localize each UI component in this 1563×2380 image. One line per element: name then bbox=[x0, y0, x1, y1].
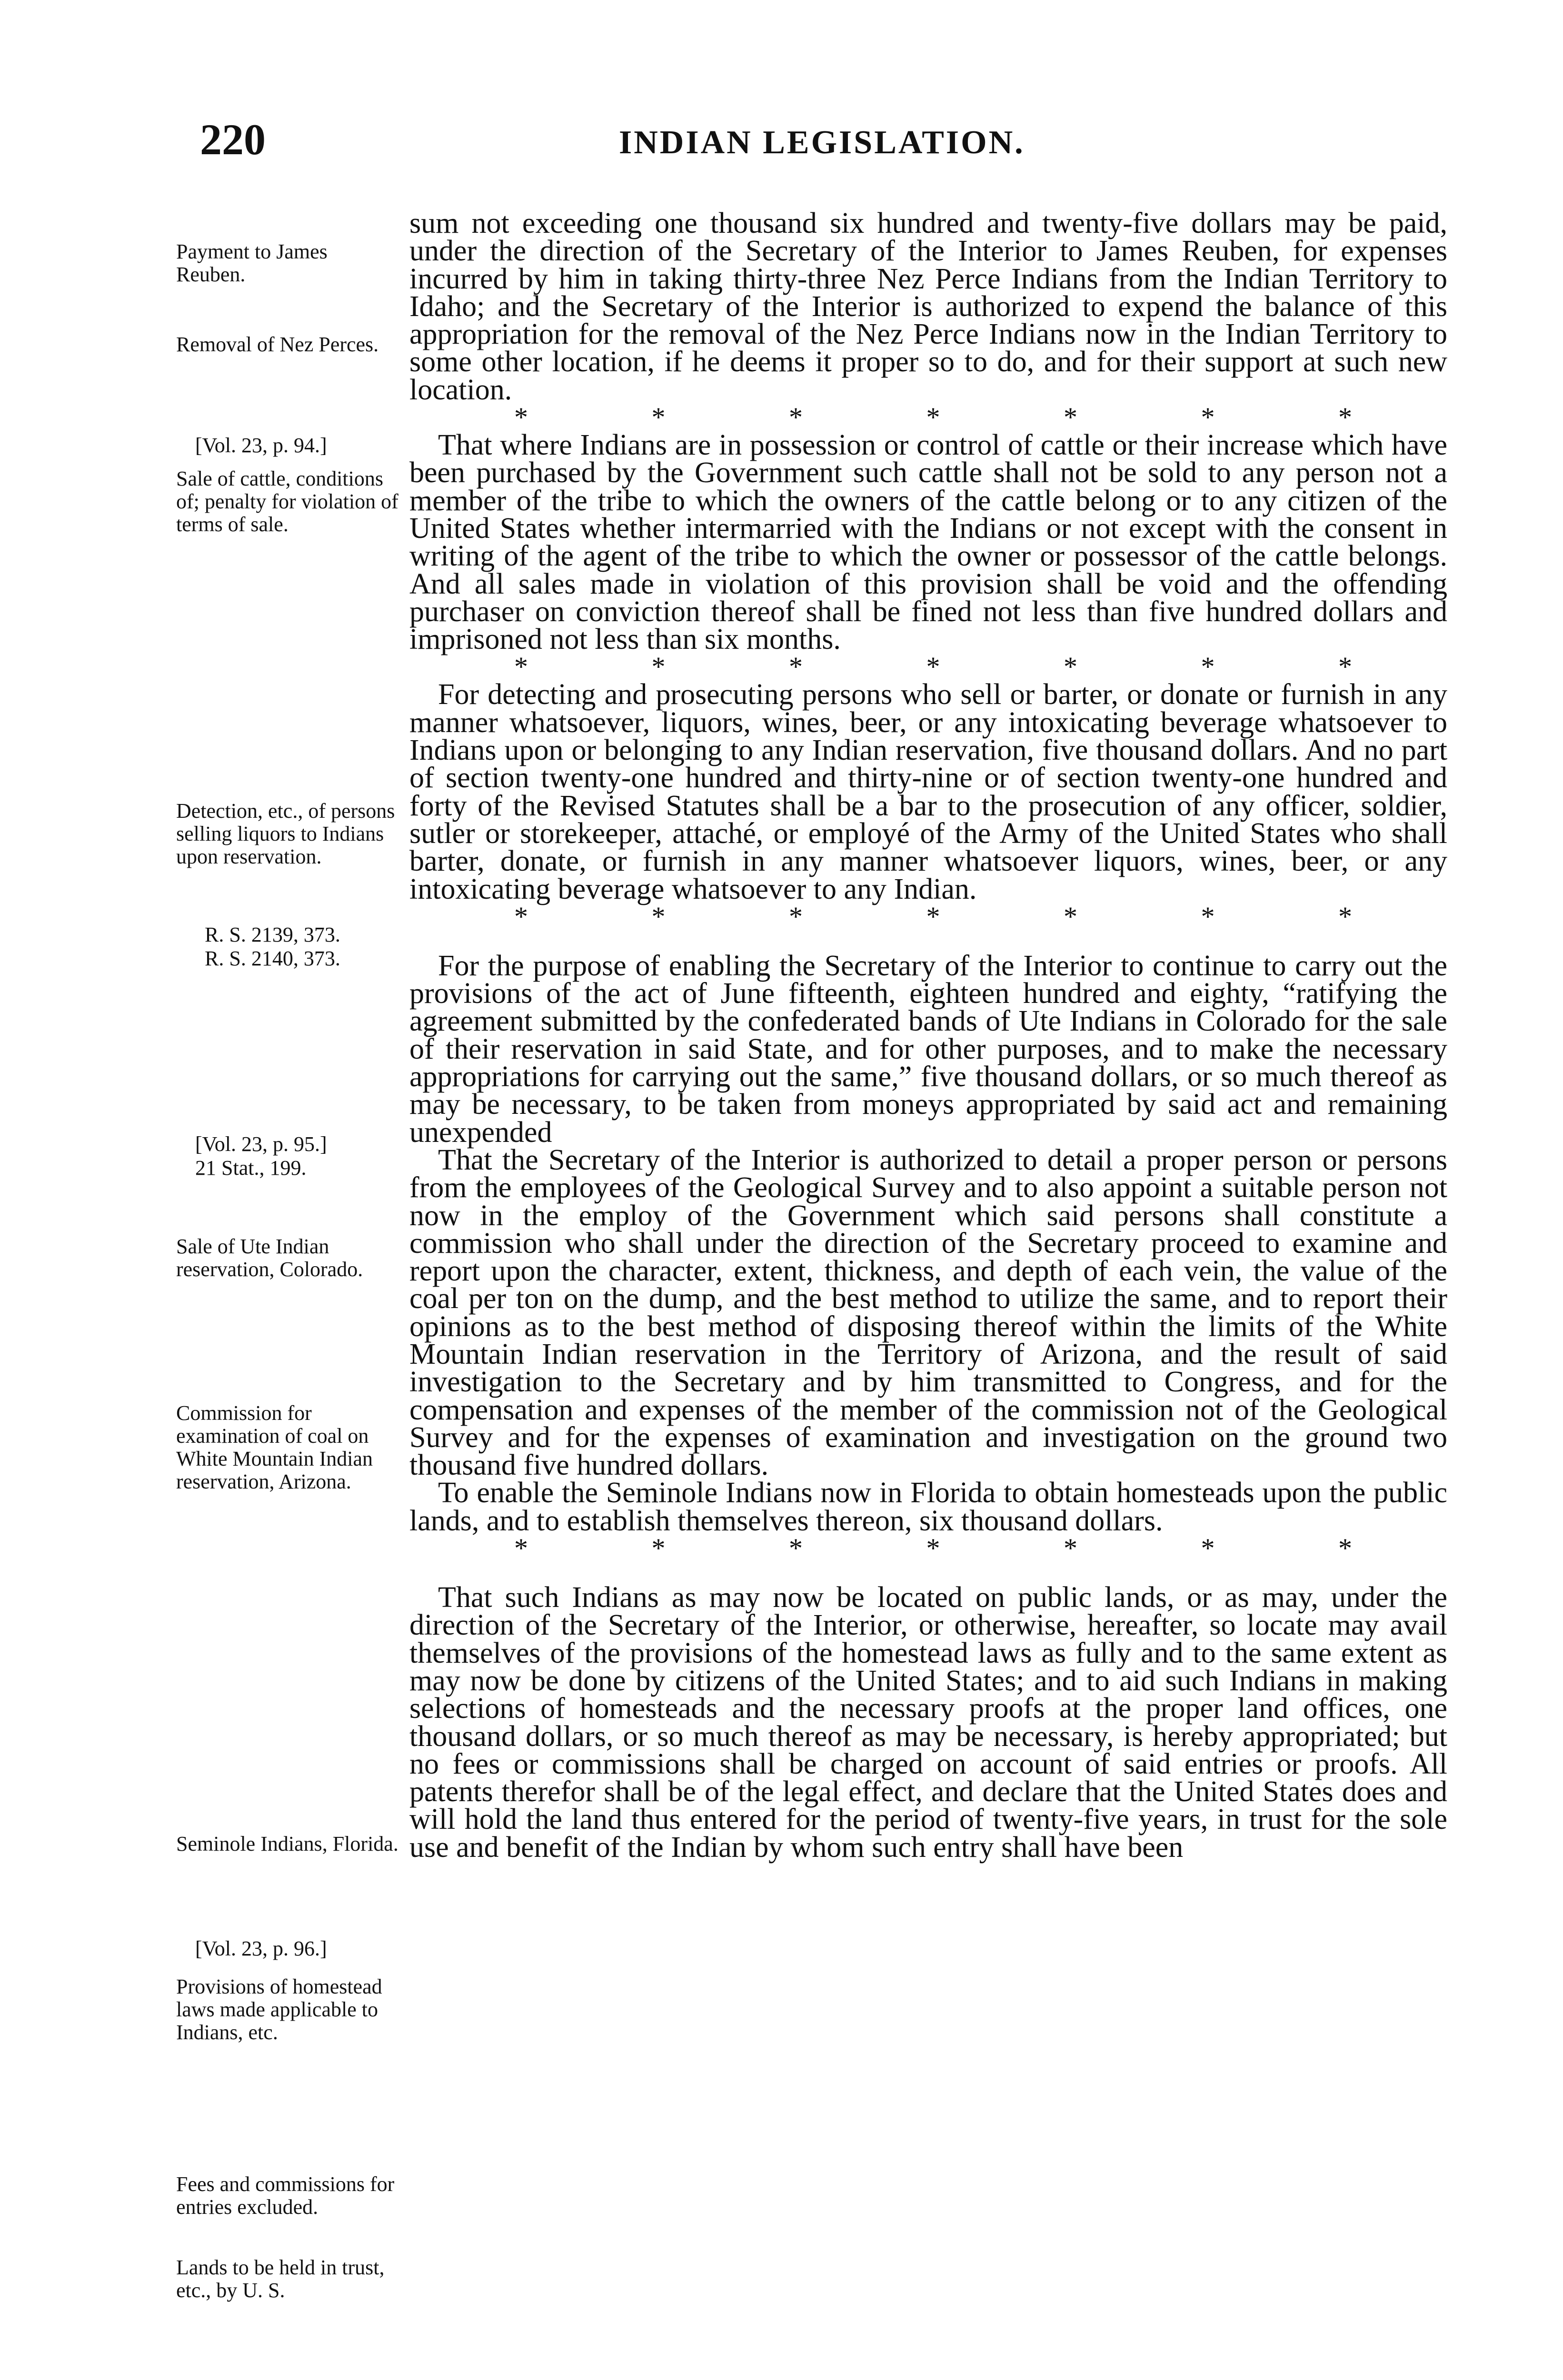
margin-note: Payment to James Reuben. bbox=[176, 240, 328, 286]
margin-note: [Vol. 23, p. 96.] bbox=[195, 1937, 327, 1960]
asterisk: * bbox=[1338, 402, 1352, 433]
margin-note: Commission for examination of coal on White Mountain Indian reservation, Arizona. bbox=[176, 1401, 373, 1493]
asterisk-row bbox=[409, 653, 1447, 681]
margin-note: Lands to be held in trust, etc., by U. S. bbox=[176, 2256, 385, 2302]
paragraph: For the purpose of enabling the Secretary of the Interior to continue to carry out the provisions of the act of June fifteenth, eighteen hundred and eighty, “ratifying the agreement submitted by the confederated bands of Ute Indians in Colorado for the sale of their reservation in said State, and for other purposes, and to make the necessary appropriations for carrying out the same,” five thousand dollars, or so much thereof as may be necessary, to be taken from moneys appropriated by said act and remaining unexpended bbox=[409, 949, 1447, 1149]
margin-note: Provisions of homestead laws made applicable to Indians, etc. bbox=[176, 1975, 382, 2044]
asterisk: * bbox=[1064, 1533, 1077, 1564]
asterisk: * bbox=[1064, 651, 1077, 683]
asterisk: * bbox=[651, 402, 666, 433]
main-text bbox=[409, 207, 1447, 1864]
paragraph: To enable the Seminole Indians now in Florida to obtain homesteads upon the public lands, and to establish themselves thereon, six thousand dollars. bbox=[409, 1477, 1447, 1537]
asterisk: * bbox=[789, 402, 803, 433]
paragraph: That the Secretary of the Interior is authorized to detail a proper person or persons from the employees of the Geological Survey and to also appoint a suitable person not now in the employ of the Government which said persons shall constitute a commission who shall under the direction of the Secretary proceed to examine and report upon the character, extent, thickness, and depth of each vein, the value of the coal per ton on the dump, and the best method to utilize the same, and to report their opinions as to the best method of disposing thereof within the limits of the White Mountain Indian reservation in the Territory of Arizona, and the result of said investigation to the Secretary and by him transmitted to Congress, and for the compensation and expenses of the member of the commission not of the Geological Survey and for the expenses of examination and investigation on the ground two thousand five hundred dollars. bbox=[409, 1143, 1447, 1482]
asterisk-row bbox=[409, 903, 1447, 931]
asterisk: * bbox=[1064, 901, 1077, 932]
asterisk: * bbox=[1201, 651, 1215, 683]
asterisk: * bbox=[651, 1533, 666, 1564]
margin-note: Sale of Ute Indian reservation, Colorado. bbox=[176, 1235, 363, 1281]
asterisk: * bbox=[789, 651, 803, 683]
asterisk: * bbox=[926, 651, 940, 683]
margin-note: Seminole Indians, Florida. bbox=[176, 1832, 398, 1855]
running-head: INDIAN LEGISLATION. bbox=[619, 124, 1025, 161]
asterisk: * bbox=[514, 402, 528, 433]
asterisk: * bbox=[651, 651, 666, 683]
asterisk: * bbox=[1201, 1533, 1215, 1564]
paragraph: That such Indians as may now be located on public lands, or as may, under the direction of the Secretary of the Interior, or otherwise, hereafter, so locate may avail themselves of the provisions of the homestead laws as fully and to the same extent as may now be done by citizens of the United States; and to aid such Indians in making selections of homesteads and the necessary proofs at the proper land offices, one thousand dollars, or so much thereof as may be necessary, is hereby appropriated; but no fees or commissions shall be charged on account of said entries or proofs. All patents therefor shall be of the legal effect, and declare that the United States does and will hold the land thus entered for the period of twenty-five years, in trust for the sole use and benefit of the Indian by whom such entry shall have been bbox=[409, 1581, 1447, 1864]
margin-note: Sale of cattle, conditions of; penalty for violation of terms of sale. bbox=[176, 467, 398, 536]
asterisk: * bbox=[1338, 651, 1352, 683]
asterisk: * bbox=[926, 402, 940, 433]
asterisk: * bbox=[1201, 402, 1215, 433]
asterisk-row bbox=[409, 404, 1447, 431]
margin-note: R. S. 2140, 373. bbox=[205, 947, 340, 970]
asterisk: * bbox=[1338, 901, 1352, 932]
paragraph: For detecting and prosecuting persons who sell or barter, or donate or furnish in any manner whatsoever, liquors, wines, beer, or any intoxicating beverage whatsoever to Indians upon or belonging to any Indian reservation, five thousand dollars. And no part of section twenty-one hundred and thirty-nine or of section twenty-one hundred and forty of the Revised Statutes shall be a bar to the prosecution of any officer, soldier, sutler or storekeeper, attaché, or employé of the Army of the United States who shall barter, donate, or furnish in any manner whatsoever liquors, wines, beer, or any intoxicating beverage whatsoever to any Indian. bbox=[409, 678, 1447, 905]
asterisk: * bbox=[514, 901, 528, 932]
asterisk: * bbox=[789, 901, 803, 932]
page-header bbox=[200, 114, 1439, 167]
asterisk: * bbox=[514, 1533, 528, 1564]
asterisk: * bbox=[789, 1533, 803, 1564]
asterisk: * bbox=[1201, 901, 1215, 932]
asterisk: * bbox=[926, 901, 940, 932]
asterisk: * bbox=[514, 651, 528, 683]
asterisk: * bbox=[1064, 402, 1077, 433]
asterisk: * bbox=[651, 901, 666, 932]
margin-note: [Vol. 23, p. 95.] bbox=[195, 1132, 327, 1156]
margin-note: 21 Stat., 199. bbox=[195, 1156, 307, 1180]
asterisk: * bbox=[926, 1533, 940, 1564]
page-number: 220 bbox=[200, 115, 266, 164]
margin-note: R. S. 2139, 373. bbox=[205, 923, 340, 946]
margin-note: [Vol. 23, p. 94.] bbox=[195, 434, 327, 457]
margin-note: Detection, etc., of persons selling liquors to Indians upon reservation. bbox=[176, 799, 395, 868]
asterisk: * bbox=[1338, 1533, 1352, 1564]
paragraph: sum not exceeding one thousand six hundred and twenty-five dollars may be paid, under the direction of the Secretary of the Interior to James Reuben, for expenses incurred by him in taking thirty-three Nez Perce Indians from the Indian Territory to Idaho; and the Secretary of the Interior is authorized to expend the balance of this appropriation for the removal of the Nez Perce Indians now in the Indian Territory to some other location, if he deems it proper so to do, and for their support at such new location. bbox=[409, 207, 1447, 406]
margin-note: Removal of Nez Perces. bbox=[176, 333, 379, 356]
margin-note: Fees and commissions for entries excluded. bbox=[176, 2172, 395, 2219]
asterisk-row bbox=[409, 1535, 1447, 1562]
paragraph: That where Indians are in possession or control of cattle or their increase which have been purchased by the Government such cattle shall not be sold to any person not a member of the tribe to which the owners of the cattle belong or to any citizen of the United States whether intermarried with the Indians or not except with the consent in writing of the agent of the tribe to which the owner or possessor of the cattle belongs. And all sales made in violation of this provision shall be void and the offending purchaser on conviction thereof shall be fined not less than five hundred dollars and imprisoned not less than six months. bbox=[409, 429, 1447, 656]
